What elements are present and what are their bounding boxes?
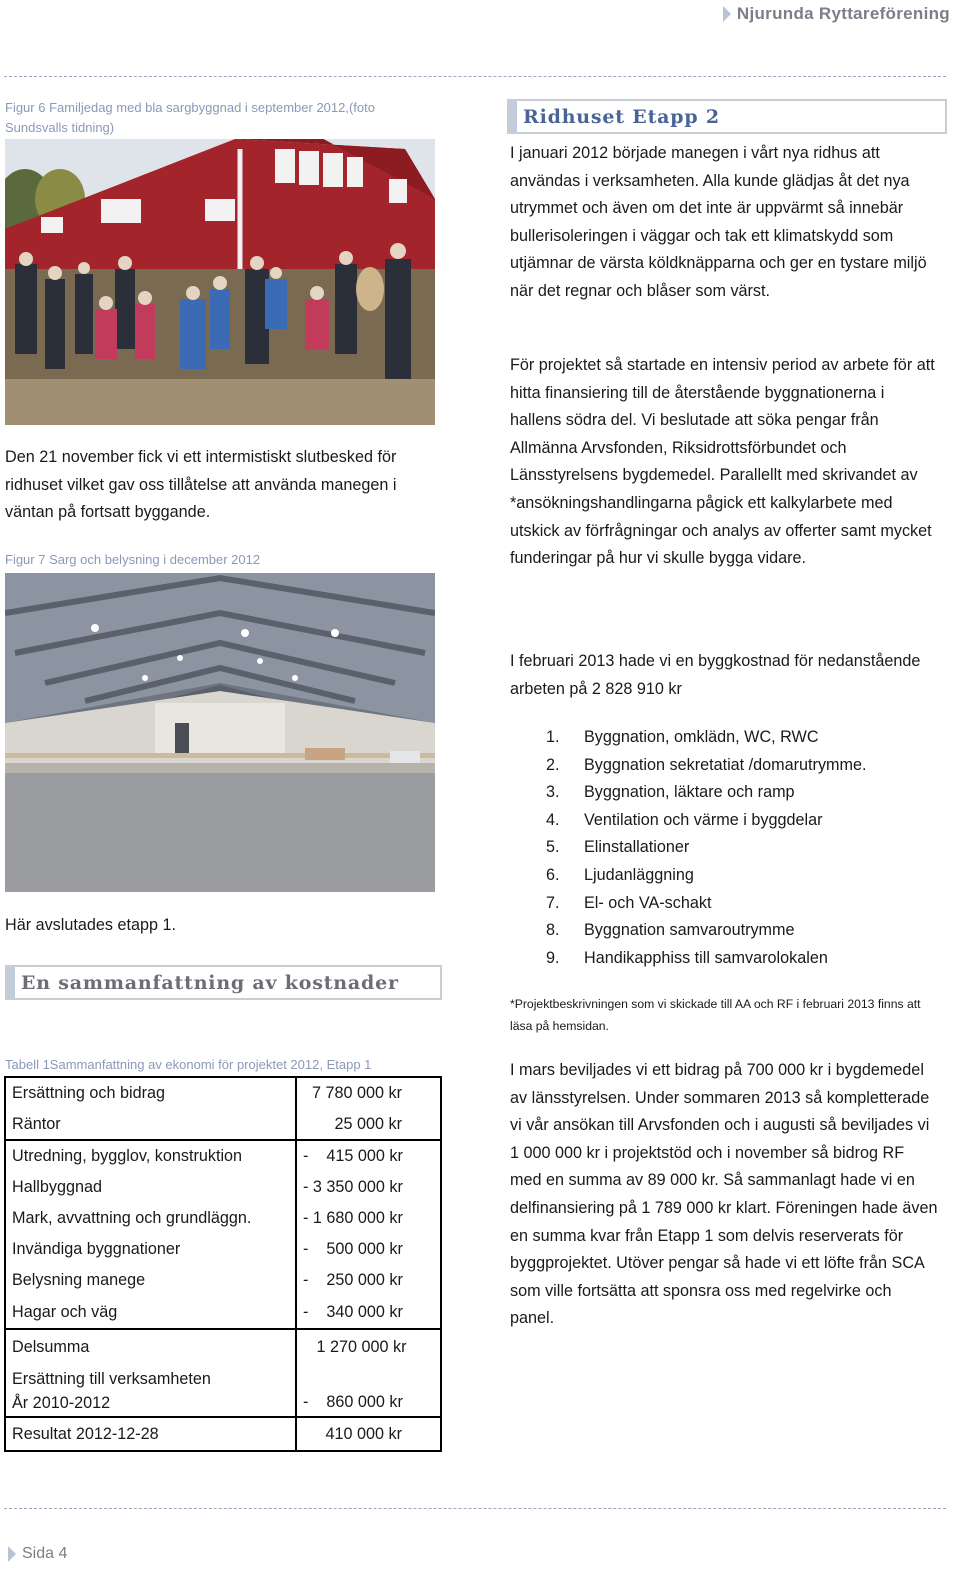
- list-number: 3.: [546, 783, 560, 802]
- etapp2-heading: Ridhuset Etapp 2: [523, 105, 720, 128]
- list-text: El- och VA-schakt: [584, 893, 712, 912]
- list-number: 9.: [546, 948, 560, 967]
- row-amount: 7 780 000 kr: [303, 1084, 402, 1102]
- table-row: [5, 1265, 441, 1296]
- row-label: Delsumma: [5, 1329, 296, 1365]
- list-number: 7.: [546, 893, 560, 912]
- row-amount: 1 270 000 kr: [303, 1338, 407, 1356]
- row-amount: 410 000 kr: [303, 1424, 402, 1443]
- page-footer: [8, 1545, 67, 1563]
- right-paragraph-1: I januari 2012 började manegen i vårt nya ridhus att användas i verksamheten. Alla kunde glädjas åt det nya utrymmet och även om det inte är uppvärmt så innebär bullerisoleringen i väggar och tak ett klimatskydd som utjämnar de värsta köldknäpparna och ger en tystare miljö när det regnar och blåser som värst.: [510, 144, 927, 300]
- row-label: Invändiga byggnationer: [5, 1234, 296, 1265]
- right-paragraph-2: För projektet så startade en intensiv period av arbete för att hitta finansiering till de återstående byggnationerna i hallens södra del. Vi beslutade att söka pengar från Allmänna Arvsfonden, Riksidrottsförbundet och Länsstyrelsens bygdemedel. Parallellt med skrivandet av *ansökningshandlingarna pågick ett kalkylarbete med utskick av förfrågningar och analys av offerter samt mycket funderingar på hur vi skulle bygga vidare.: [510, 356, 935, 568]
- triangle-bullet-icon: [723, 6, 731, 22]
- table-row: [5, 1296, 441, 1329]
- row-label: Hagar och väg: [5, 1296, 296, 1329]
- list-item: [546, 945, 867, 973]
- etapp2-heading-box: [507, 99, 947, 134]
- row-label-line2: År 2010-2012: [12, 1393, 111, 1412]
- list-text: Ventilation och värme i byggdelar: [584, 810, 823, 829]
- list-text: Byggnation, läktare och ramp: [584, 783, 795, 802]
- row-amount: - 500 000 kr: [303, 1240, 403, 1258]
- heading-accent-bar: [509, 101, 517, 132]
- left-paragraph-1: Den 21 november fick vi ett intermistiskt slutbesked för ridhuset vilket gav oss tillåtelse att använda manegen i väntan på fortsatt byggande.: [5, 448, 397, 522]
- triangle-bullet-icon: [8, 1546, 16, 1562]
- list-number: 2.: [546, 755, 560, 774]
- list-text: Handikapphiss till samvarolokalen: [584, 948, 828, 967]
- row-amount: - 3 350 000 kr: [303, 1178, 403, 1196]
- arena-interior-photo: [5, 573, 435, 892]
- table-row: [5, 1417, 441, 1451]
- row-label: Resultat 2012-12-28: [5, 1417, 296, 1451]
- list-number: 1.: [546, 728, 560, 746]
- row-amount: - 250 000 kr: [303, 1271, 403, 1289]
- family-day-photo: [5, 139, 435, 425]
- top-divider: [4, 76, 946, 77]
- page-header: [723, 2, 950, 26]
- footnote: *Projektbeskrivningen som vi skickade till AA och RF i februari 2013 finns att läsa på hemsidan.: [510, 997, 921, 1033]
- row-label: Hallbyggnad: [5, 1172, 296, 1203]
- work-list: [546, 724, 867, 972]
- list-item: [546, 862, 867, 890]
- figure7-photo: [5, 573, 435, 892]
- table-row: [5, 1109, 441, 1140]
- cost-table: [4, 1076, 442, 1452]
- table-row: [5, 1077, 441, 1109]
- cost-summary-heading-box: [5, 965, 442, 1000]
- row-label: Ersättning och bidrag: [5, 1077, 296, 1109]
- table-row: [5, 1140, 441, 1172]
- row-label: [5, 1365, 296, 1417]
- page-number: Sida 4: [22, 1545, 68, 1562]
- list-number: 4.: [546, 810, 560, 829]
- list-text: Byggnation, omklädn, WC, RWC: [584, 728, 819, 746]
- figure7-caption: Figur 7 Sarg och belysning i december 2012: [5, 552, 261, 567]
- list-item: [546, 724, 867, 752]
- list-text: Elinstallationer: [584, 838, 690, 857]
- list-item: [546, 890, 867, 918]
- list-item: [546, 917, 867, 945]
- table-row: [5, 1203, 441, 1234]
- row-amount: - 1 680 000 kr: [303, 1209, 403, 1227]
- table-row: [5, 1365, 441, 1417]
- table-row: [5, 1172, 441, 1203]
- row-label: Utredning, bygglov, konstruktion: [5, 1140, 296, 1172]
- list-text: Ljudanläggning: [584, 865, 694, 884]
- table-caption: Tabell 1Sammanfattning av ekonomi för projektet 2012, Etapp 1: [5, 1057, 372, 1072]
- right-paragraph-4: I mars beviljades vi ett bidrag på 700 000 kr i bygdemedel av länsstyrelsen. Under sommaren 2013 så kompletterade vi vår ansökan till Arvsfonden och i augusti så beviljades vi 1 000 000 kr i projektstöd och i november så bidrog RF med en summa av 89 000 kr. Så sammanlagt hade vi en delfinansiering på 1 789 000 kr klart. Föreningen hade även en summa kvar från Etapp 1 som delvis reserverats för byggprojektet. Utöver pengar så hade vi ett löfte från SCA som ville fortsätta att sponsra oss med regelvirke och panel.: [510, 1061, 938, 1328]
- figure6-caption: Figur 6 Familjedag med bla sargbyggnad i september 2012,(foto Sundsvalls tidning): [5, 100, 375, 135]
- list-text: Byggnation sekretatiat /domarutrymme.: [584, 755, 867, 774]
- list-number: 8.: [546, 921, 560, 940]
- list-item: [546, 752, 867, 780]
- list-item: [546, 834, 867, 862]
- etapp-end-text: Här avslutades etapp 1.: [5, 916, 176, 934]
- row-amount: - 860 000 kr: [296, 1365, 441, 1417]
- row-amount: - 415 000 kr: [303, 1147, 403, 1165]
- list-number: 6.: [546, 865, 560, 884]
- bottom-divider: [4, 1508, 946, 1509]
- list-item: [546, 779, 867, 807]
- row-label: Räntor: [5, 1109, 296, 1140]
- row-amount: - 340 000 kr: [296, 1296, 441, 1329]
- cost-summary-heading: En sammanfattning av kostnader: [21, 971, 399, 994]
- list-item: [546, 807, 867, 835]
- right-paragraph-3: I februari 2013 hade vi en byggkostnad för nedanstående arbeten på 2 828 910 kr: [510, 652, 921, 698]
- row-amount: 25 000 kr: [296, 1109, 441, 1140]
- heading-accent-bar: [7, 967, 15, 998]
- list-number: 5.: [546, 838, 560, 857]
- row-label: Mark, avvattning och grundläggn.: [5, 1203, 296, 1234]
- figure6-photo: [5, 139, 435, 425]
- table-row: [5, 1329, 441, 1365]
- row-label: Belysning manege: [5, 1265, 296, 1296]
- list-text: Byggnation samvaroutrymme: [584, 921, 795, 940]
- table-row: [5, 1234, 441, 1265]
- header-title: Njurunda Ryttareförening: [736, 4, 950, 23]
- row-label-line1: Ersättning till verksamheten: [12, 1369, 211, 1388]
